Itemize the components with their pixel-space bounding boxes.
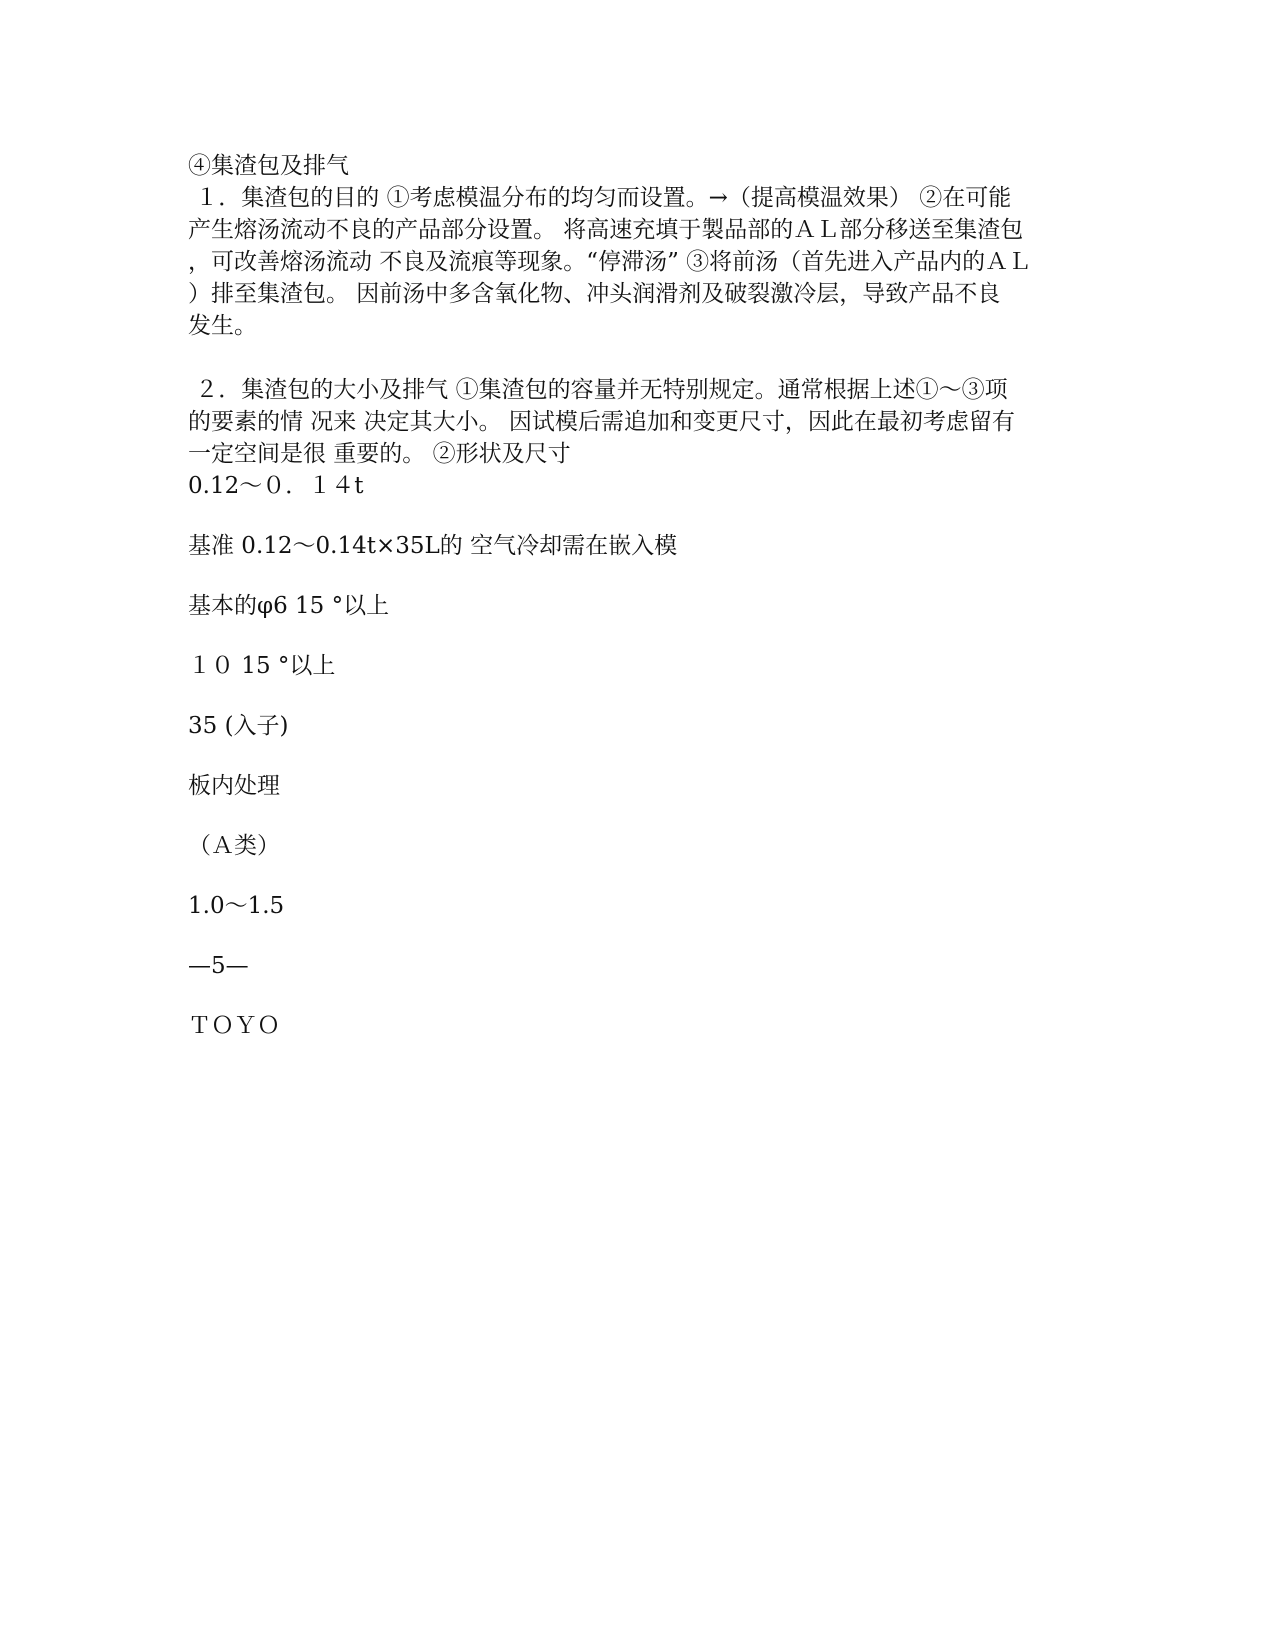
paragraph-spacer [188,342,1103,374]
paragraph-purpose [188,182,1103,342]
paragraph-line: 产生熔汤流动不良的产品部分设置。 将高速充填于製品部的ＡＬ部分移送至集渣包 [188,217,1024,243]
paragraph-line: 发生。 [188,313,257,339]
paragraph-line: ２．集渣包的大小及排气 ①集渣包的容量并无特别规定。通常根据上述①～③项 [188,377,1008,403]
section-heading: ④集渣包及排气 [188,153,349,179]
plate-treatment: 板内处理 [188,773,280,799]
angle-note: １０ 15 °以上 [188,653,336,679]
document-page [188,150,1103,1070]
paragraph-line: 的要素的情 况来 决定其大小。 因试模后需追加和变更尺寸，因此在最初考虑留有 [188,409,1015,435]
paragraph-line: 一定空间是很 重要的。 ②形状及尺寸 [188,441,571,467]
company-name: ＴＯＹＯ [188,1013,280,1039]
paragraph-line: １．集渣包的目的 ①考虑模温分布的均匀而设置。→（提高模温效果） ②在可能 [188,185,1012,211]
insert-dimension: 35 (入子) [188,713,289,739]
basic-angle-note: 基本的φ6 15 °以上 [188,593,390,619]
class-label: （Ａ类） [188,833,280,859]
paragraph-line: ，可改善熔汤流动 不良及流痕等现象。“停滞汤” ③将前汤（首先进入产品内的ＡＬ [188,249,1032,275]
standard-note: 基准 0.12～0.14t×35L的 空气冷却需在嵌入模 [188,533,678,559]
paragraph-size-and-vent [188,374,1103,470]
range-value: 1.0～1.5 [188,893,285,919]
page-number: —5— [188,953,249,979]
thickness-range: 0.12～０．１４t [188,473,364,499]
paragraph-line: ）排至集渣包。 因前汤中多含氧化物、冲头润滑剂及破裂激冷层，导致产品不良 [188,281,1001,307]
